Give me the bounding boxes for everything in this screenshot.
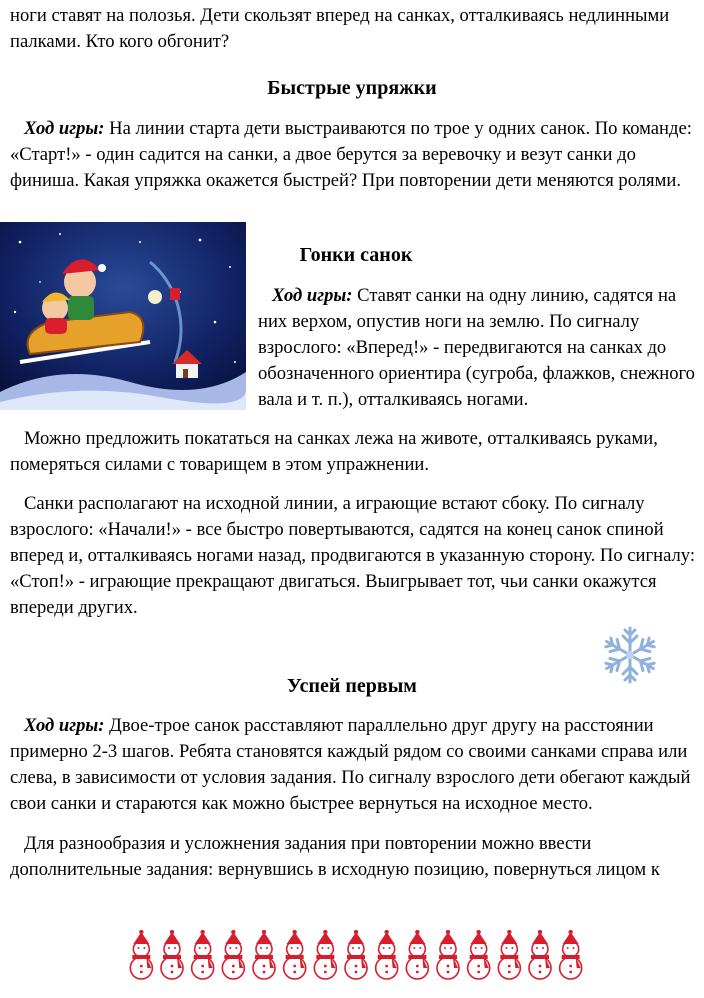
game-lead-label: Ход игры:	[23, 715, 105, 736]
game-lead-label: Ход игры:	[23, 118, 105, 139]
heading-bystrye-upryazhki: Быстрые упряжки	[267, 77, 437, 99]
game-description: На линии старта дети выстраиваются по трое у одних санок. По команде: «Старт!» - один садится на санки, а двое берутся за веревочку и везут санки до финиша. Какая упряжка окажется быстрей? При повторении дети меняются ролями.	[10, 118, 692, 191]
snowman-icon	[314, 930, 336, 979]
snowman-icon	[161, 930, 183, 979]
snowman-icon	[130, 930, 152, 979]
snowman-icon	[192, 930, 214, 979]
snowman-icon	[253, 930, 275, 979]
snowman-icon	[560, 930, 582, 979]
snowman-icon	[376, 930, 398, 979]
heading-gonki-sanok: Гонки санок	[299, 244, 413, 266]
game-lead-label: Ход игры:	[271, 285, 353, 306]
paragraph-raznoobraziya	[10, 831, 696, 883]
heading-uspey-pervym: Успей первым	[287, 675, 417, 697]
snowman-icon	[437, 930, 459, 979]
paragraph-mozhno	[10, 426, 696, 478]
snowman-icon	[222, 930, 244, 979]
paragraph-text: Санки располагают на исходной линии, а играющие встают сбоку. По сигналу взрослого: «Начали!» - все быстро повертываются, садятся на конец санок спиной вперед и, отталкиваясь ногами назад, продвигаются в указанную сторону. По сигналу: «Стоп!» - играющие прекращают двигаться. Выигрывает тот, чьи санки окажутся впереди других.	[10, 493, 695, 618]
paragraph-uspey-pervym	[10, 713, 696, 817]
snowman-icon	[468, 930, 490, 979]
paragraph-text: Для разнообразия и усложнения задания при повторении можно ввести дополнительные задания: вернувшись в исходную позицию, повернуться лицом к	[10, 833, 660, 880]
game-description: Двое-трое санок расставляют параллельно друг другу на расстоянии примерно 2-3 шагов. Ребята становятся каждый рядом со своими санками справа или слева, в зависимости от условия задания. По сигналу взрослого дети обегают каждый свои санки и стараются как можно быстрее вернуться на исходное место.	[10, 715, 691, 814]
sled-children-illustration	[0, 222, 246, 410]
game-description: Ставят санки на одну линию, садятся на них верхом, опустив ноги на землю. По сигналу взрослого: «Вперед!» - передвигаются на санках до обозначенного ориентира (сугроба, флажков, снежного вала и т. п.), отталкиваясь ногами.	[258, 285, 695, 410]
snowman-icon	[284, 930, 306, 979]
paragraph-text: Можно предложить покататься на санках лежа на животе, отталкиваясь руками, померяться силами с товарищем в этом упражнении.	[10, 428, 658, 475]
paragraph-gonki-sanok	[258, 283, 698, 413]
intro-paragraph: ноги ставят на полозья. Дети скользят вперед на санках, отталкиваясь недлинными палками. Кто кого обгонит?	[10, 5, 670, 52]
paragraph-sanki-raspolagayut	[10, 491, 696, 621]
snowman-icon	[498, 930, 520, 979]
snowman-border-decoration	[126, 930, 586, 986]
snowman-icon	[406, 930, 428, 979]
snowman-icon	[345, 930, 367, 979]
paragraph-bystrye-upryazhki	[10, 116, 696, 194]
snowman-icon	[529, 930, 551, 979]
